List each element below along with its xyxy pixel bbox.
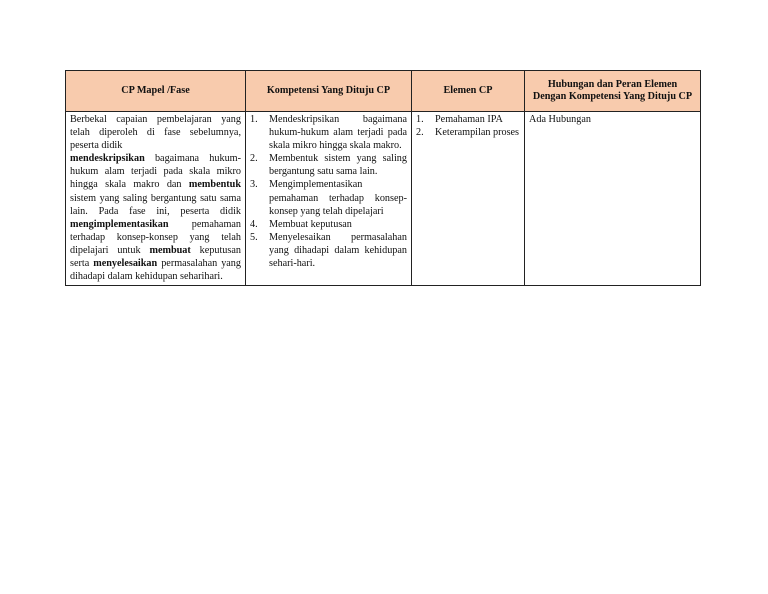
kompetensi-cell (246, 112, 412, 286)
cp-text: bagaimana hukum-hukum alam terjadi pada skala mikro hingga skala makro dan (70, 153, 241, 191)
cp-analysis-table (65, 70, 701, 286)
header-elemen: Elemen CP (412, 71, 525, 112)
list-item: 3. Mengimplementasikan pemahaman terhadap konsep-konsep yang telah dipelajari (250, 179, 407, 217)
cp-keyword: membentuk (188, 179, 241, 191)
cp-keyword: mendeskripsikan (70, 153, 145, 165)
list-item: 1. Pemahaman IPA (416, 114, 503, 125)
table-row (66, 112, 701, 286)
cp-text: keputusan serta (70, 244, 241, 270)
header-kompetensi: Kompetensi Yang Dituju CP (246, 71, 412, 112)
cp-keyword: menyelesaikan (93, 258, 158, 270)
cp-text: Berbekal capaian pembelajaran yang telah diperoleh di fase sebelumnya, peserta didik (70, 114, 241, 152)
cp-text: permasalahan yang dihadapi dalam kehidupan seharihari. (70, 258, 241, 283)
cp-keyword: mengimplementasikan (70, 218, 169, 230)
list-item: 5. Menyelesaikan permasalahan yang dihadapi dalam kehidupan sehari-hari. (250, 231, 407, 270)
header-hubungan: Hubungan dan Peran Elemen Dengan Kompetensi Yang Dituju CP (525, 71, 701, 112)
list-item: 4. Membuat keputusan (250, 218, 352, 230)
hubungan-cell: Ada Hubungan (525, 112, 701, 286)
cp-text: pemahaman terhadap konsep-konsep yang telah dipelajari untuk (70, 218, 241, 256)
list-item: 2. Membentuk sistem yang saling bergantung satu sama lain. (250, 153, 407, 178)
cp-text: sistem yang saling bergantung satu sama lain. Pada fase ini, peserta didik (70, 192, 241, 217)
list-item: 1. Mendeskripsikan bagaimana hukum-hukum alam terjadi pada skala mikro hingga skala makro. (250, 114, 407, 152)
kompetensi-list (250, 113, 407, 270)
elemen-cell (412, 112, 525, 286)
cp-keyword: membuat (149, 244, 191, 256)
table-header-row (66, 71, 701, 112)
elemen-list (416, 113, 520, 139)
cp-mapel-paragraph (70, 113, 241, 283)
header-cp-mapel: CP Mapel /Fase (66, 71, 246, 112)
list-item: 2. Keterampilan proses (416, 127, 520, 139)
cp-mapel-cell (66, 112, 246, 286)
